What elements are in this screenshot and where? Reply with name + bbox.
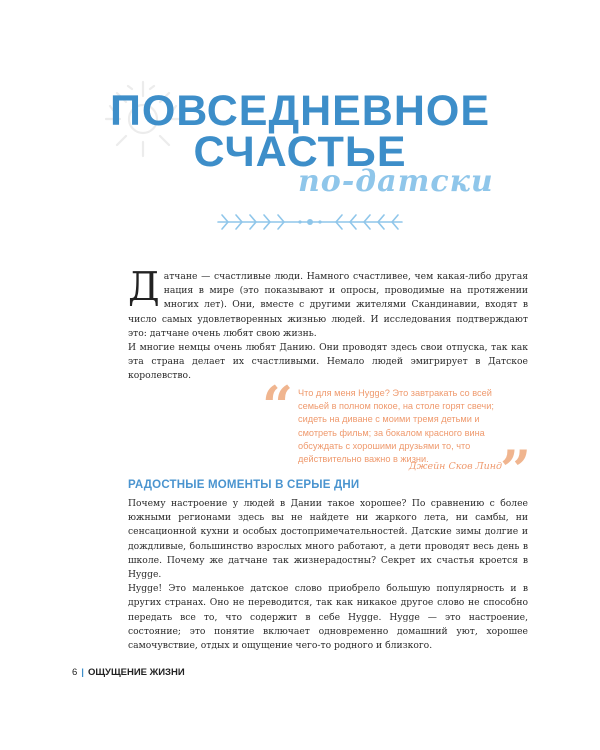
pull-quote	[262, 374, 532, 502]
quote-open-icon: “	[262, 374, 294, 438]
quote-author: Джейн Сков Линд	[408, 461, 502, 472]
running-section-title: ОЩУЩЕНИЕ ЖИЗНИ	[87, 667, 185, 678]
page-subtitle: по-датски	[298, 164, 494, 199]
intro-text	[128, 265, 528, 384]
intro-paragraph-2: И многие немцы очень любят Данию. Они проводят здесь свои отпуска, так как эта страна делает их счастливыми. Немало людей эмигрирует в Датское королевство.	[128, 342, 528, 382]
section-paragraph-2: Hygge! Это маленькое датское слово приобрело большую популярность и в других странах. Оно не переводится, так как никакое другое слово не способно передать все то, что содержит в себе Hygge. Hygge — это настроение, состояние; это понятие включает одновременно домашний уют, хорошее самочувствие, отдых и ощущение чего-то родного и близкого.	[128, 583, 528, 652]
page-number: 6	[72, 667, 78, 678]
quote-close-icon: ”	[500, 438, 532, 502]
quote-text: Что для меня Hygge? Это завтракать со всей семьей в полном покое, на столе горят свечи; сидеть на диване с моими тремя детьми и смотреть фильм; за бокалом красного вина обсуждать с хорошими друзьями то, что действительно важно в жизни.	[298, 388, 494, 465]
section-body	[128, 497, 528, 653]
intro-paragraph-1: атчане — счастливые люди. Намного счастливее, чем какая-либо другая нация в мире (это показывают и опросы, проводимые на протяжении многих лет). Они, вместе с другими жителями Скандинавии, входят в число самых удовлетворенных жизнью людей. И исследования подтверждают это: датчане очень любят свою жизнь.	[128, 271, 528, 339]
drop-cap: Д	[128, 265, 160, 310]
section-heading: РАДОСТНЫЕ МОМЕНТЫ В СЕРЫЕ ДНИ	[128, 479, 360, 491]
branch-divider-icon	[212, 209, 408, 235]
section-paragraph-1: Почему настроение у людей в Дании такое хорошее? По сравнению с более южными регионами здесь вы не найдете ни жаркого лета, ни самбы, ни сенсационной кухни и особых достопримечательностей. Датские зимы долгие и дождливые, большинство взрослых много работают, а дети проводят весь день в школе. Почему же датчане так жизнерадостны? Секрет их счастья кроется в Hygge.	[128, 498, 528, 581]
page-title-line-2: СЧАСТЬЕ	[193, 128, 407, 176]
page-footer	[72, 667, 185, 678]
footer-separator: |	[81, 667, 84, 678]
page-title-line-1: ПОВСЕДНЕВНОЕ	[109, 87, 491, 135]
